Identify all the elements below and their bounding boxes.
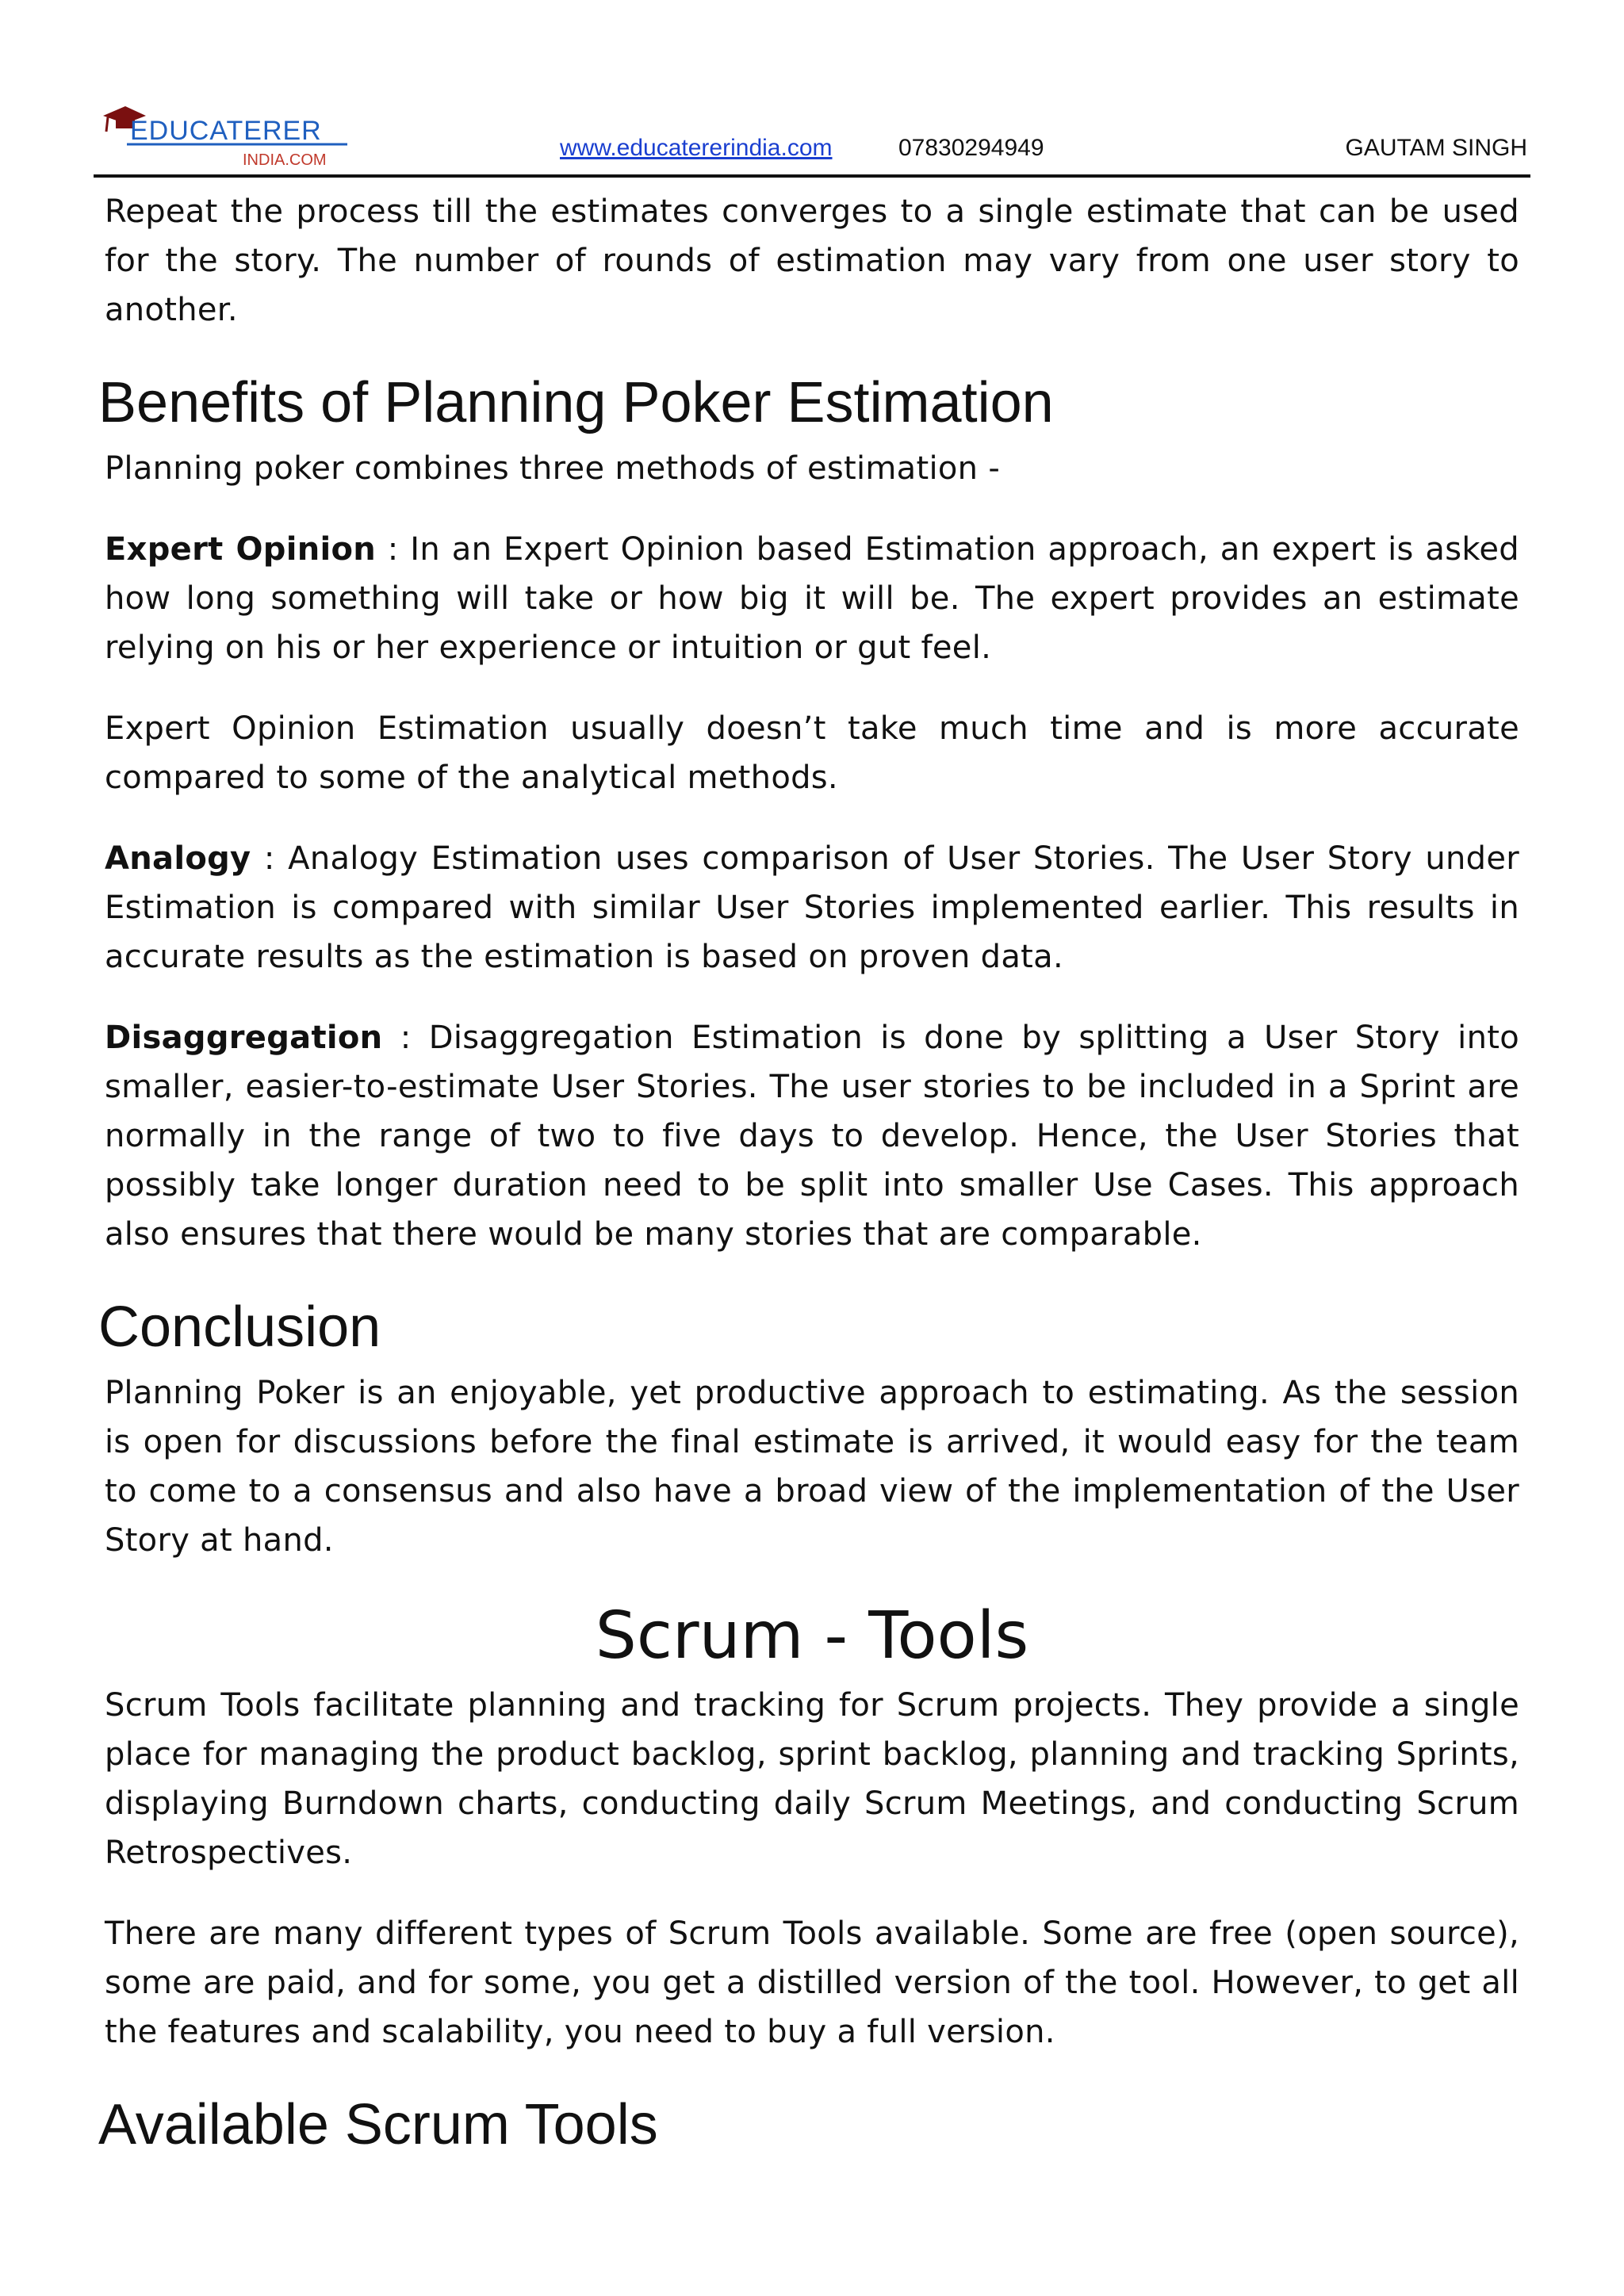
logo-text-top: EDUCATERER	[130, 116, 322, 146]
disaggregation-paragraph	[105, 1013, 1519, 1259]
logo-text-bottom: INDIA.COM	[243, 151, 327, 169]
chapter-title: Scrum - Tools	[595, 1598, 1029, 1674]
intro-paragraph: Repeat the process till the estimates converges to a single estimate that can be used for the story. The number of rounds of estimation may vary from one user story to another.	[105, 193, 1519, 328]
document-body	[98, 187, 1519, 2166]
page-header	[94, 94, 1530, 178]
expert-opinion-paragraph-2: Expert Opinion Estimation usually doesn’t take much time and is more accurate compared to some of the analytical methods.	[105, 710, 1519, 796]
analogy-label: Analogy	[105, 840, 251, 877]
disaggregation-label: Disaggregation	[105, 1020, 383, 1056]
benefits-intro: Planning poker combines three methods of estimation -	[105, 450, 1001, 487]
benefits-heading: Benefits of Planning Poker Estimation	[98, 371, 1054, 434]
tools-paragraph-1: Scrum Tools facilitate planning and tracking for Scrum projects. They provide a single place for managing the product backlog, sprint backlog, planning and tracking Sprints, displaying Burndown charts, conducting daily Scrum Meetings, and conducting Scrum Retrospectives.	[105, 1687, 1519, 1871]
header-divider	[94, 174, 1530, 178]
available-tools-heading: Available Scrum Tools	[98, 2093, 658, 2156]
website-link[interactable]: www.educatererindia.com	[560, 135, 833, 161]
conclusion-paragraph: Planning Poker is an enjoyable, yet productive approach to estimating. As the session is open for discussions before the final estimate is arrived, it would easy for the team to come to a consensus and also have a broad view of the implementation of the User Story at hand.	[105, 1375, 1519, 1559]
conclusion-heading: Conclusion	[98, 1295, 381, 1359]
author-name: GAUTAM SINGH	[1345, 135, 1527, 161]
expert-opinion-paragraph	[105, 525, 1519, 672]
educaterer-logo	[100, 98, 362, 170]
analogy-paragraph	[105, 834, 1519, 982]
analogy-text: : Analogy Estimation uses comparison of User Stories. The User Story under Estimation is compared with similar User Stories implemented earlier. This results in accurate results as the estimation is based on proven data.	[105, 840, 1519, 975]
expert-opinion-label: Expert Opinion	[105, 531, 377, 568]
phone-number: 07830294949	[898, 135, 1044, 161]
expert-opinion-text: : In an Expert Opinion based Estimation approach, an expert is asked how long something will take or how big it will be. The expert provides an estimate relying on his or her experience or intuition or gut feel.	[105, 531, 1519, 666]
disaggregation-text: : Disaggregation Estimation is done by splitting a User Story into smaller, easier-to-estimate User Stories. The user stories to be included in a Sprint are normally in the range of two to five days to develop. Hence, the User Stories that possibly take longer duration need to be split into smaller Use Cases. This approach also ensures that there would be many stories that are comparable.	[105, 1020, 1519, 1253]
tools-paragraph-2: There are many different types of Scrum Tools available. Some are free (open source), some are paid, and for some, you get a distilled version of the tool. However, to get all the features and scalability, you need to buy a full version.	[105, 1915, 1519, 2050]
